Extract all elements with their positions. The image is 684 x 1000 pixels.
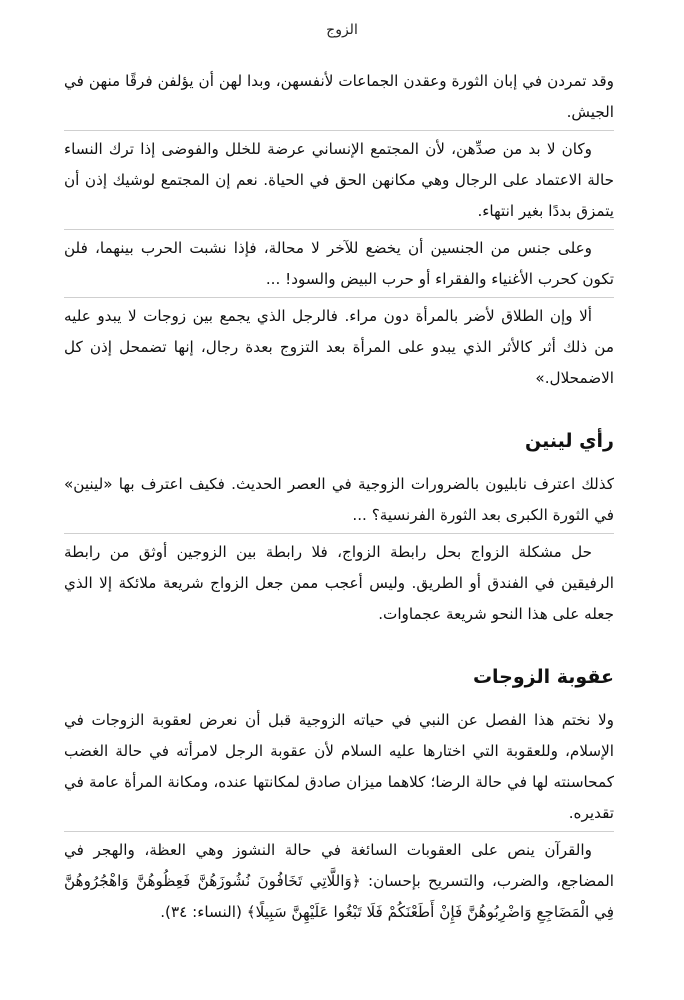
paragraph-quran-verse: والقرآن ينص على العقوبات السائغة في حالة النشوز وهي العظة، والهجر في المضاجع، والضرب، والتسريح بإحسان: ﴿وَاللَّاتِي تَخَافُونَ نُشُوزَهُنَّ فَعِظُوهُنَّ وَاهْجُرُوهُنَّ فِي الْمَضَاجِعِ وَاضْرِبُوهُنَّ فَإِنْ أَطَعْنَكُمْ فَلَا تَبْغُوا عَلَيْهِنَّ سَبِيلًا﴾ (النساء: ٣٤). (64, 841, 614, 921)
section-heading-punishment: عقوبة الزوجات (472, 666, 614, 688)
paragraph-napoleon-lenin: كذلك اعترف نابليون بالضرورات الزوجية في العصر الحديث. فكيف اعترف بها «لينين» في الثورة الكبرى بعد الثورة الفرنسية؟ ... (64, 475, 614, 524)
section-heading-lenin: رأي لينين (525, 430, 614, 452)
running-header: الزوج (326, 22, 358, 38)
paragraph-divider (64, 297, 614, 298)
section-lenin (64, 394, 614, 469)
paragraph-rebellion: وقد تمردن في إبان الثورة وعقدن الجماعات لأنفسهن، وبدا لهن أن يؤلفن فرقًا منهن في الجيش. (64, 72, 614, 121)
paragraph-divider (64, 229, 614, 230)
paragraph-society: وكان لا بد من صدِّهن، لأن المجتمع الإنساني عرضة للخلل والفوضى إذا ترك النساء حالة الاعتماد على الرجال وهي مكانهن الحق في الحياة. نعم إن المجتمع لوشيك إذن أن يتمزق بددًا بغير انتهاء. (64, 140, 614, 220)
paragraph-divider (64, 130, 614, 131)
paragraph-marriage-bond: حل مشكلة الزواج بحل رابطة الزواج، فلا رابطة بين الزوجين أوثق من رابطة الرفيقين في الفندق أو الطريق. وليس أعجب ممن جعل الزواج شريعة ملائكة إلا الذي جعله على هذا النحو شريعة عجماوات. (64, 543, 614, 623)
paragraph-divider (64, 533, 614, 534)
section-punishment (64, 630, 614, 705)
paragraph-divorce: ألا وإن الطلاق لأضر بالمرأة دون مراء. فالرجل الذي يجمع بين زوجات لا يبدو عليه من ذلك أثر كالأثر الذي يبدو على المرأة بعد التزوج بعدة رجال، إنها تضمحل إذن كل الاضمحلال.» (64, 307, 614, 387)
page-body (64, 66, 614, 928)
paragraph-prophet-punishment: ولا نختم هذا الفصل عن النبي في حياته الزوجية قبل أن نعرض لعقوبة الزوجات في الإسلام، وللعقوبة التي اختارها عليه السلام لأن عقوبة الرجل لامرأته في حالة الغضب كمحاسنته لها في حالة الرضا؛ كلاهما ميزان صادق لمكانتها عنده، ومكانة المرأة عامة في تقديره. (64, 711, 614, 822)
paragraph-divider (64, 831, 614, 832)
paragraph-sexes-war: وعلى جنس من الجنسين أن يخضع للآخر لا محالة، فإذا نشبت الحرب بينهما، فلن تكون كحرب الأغنياء والفقراء أو حرب البيض والسود! ... (64, 239, 614, 288)
